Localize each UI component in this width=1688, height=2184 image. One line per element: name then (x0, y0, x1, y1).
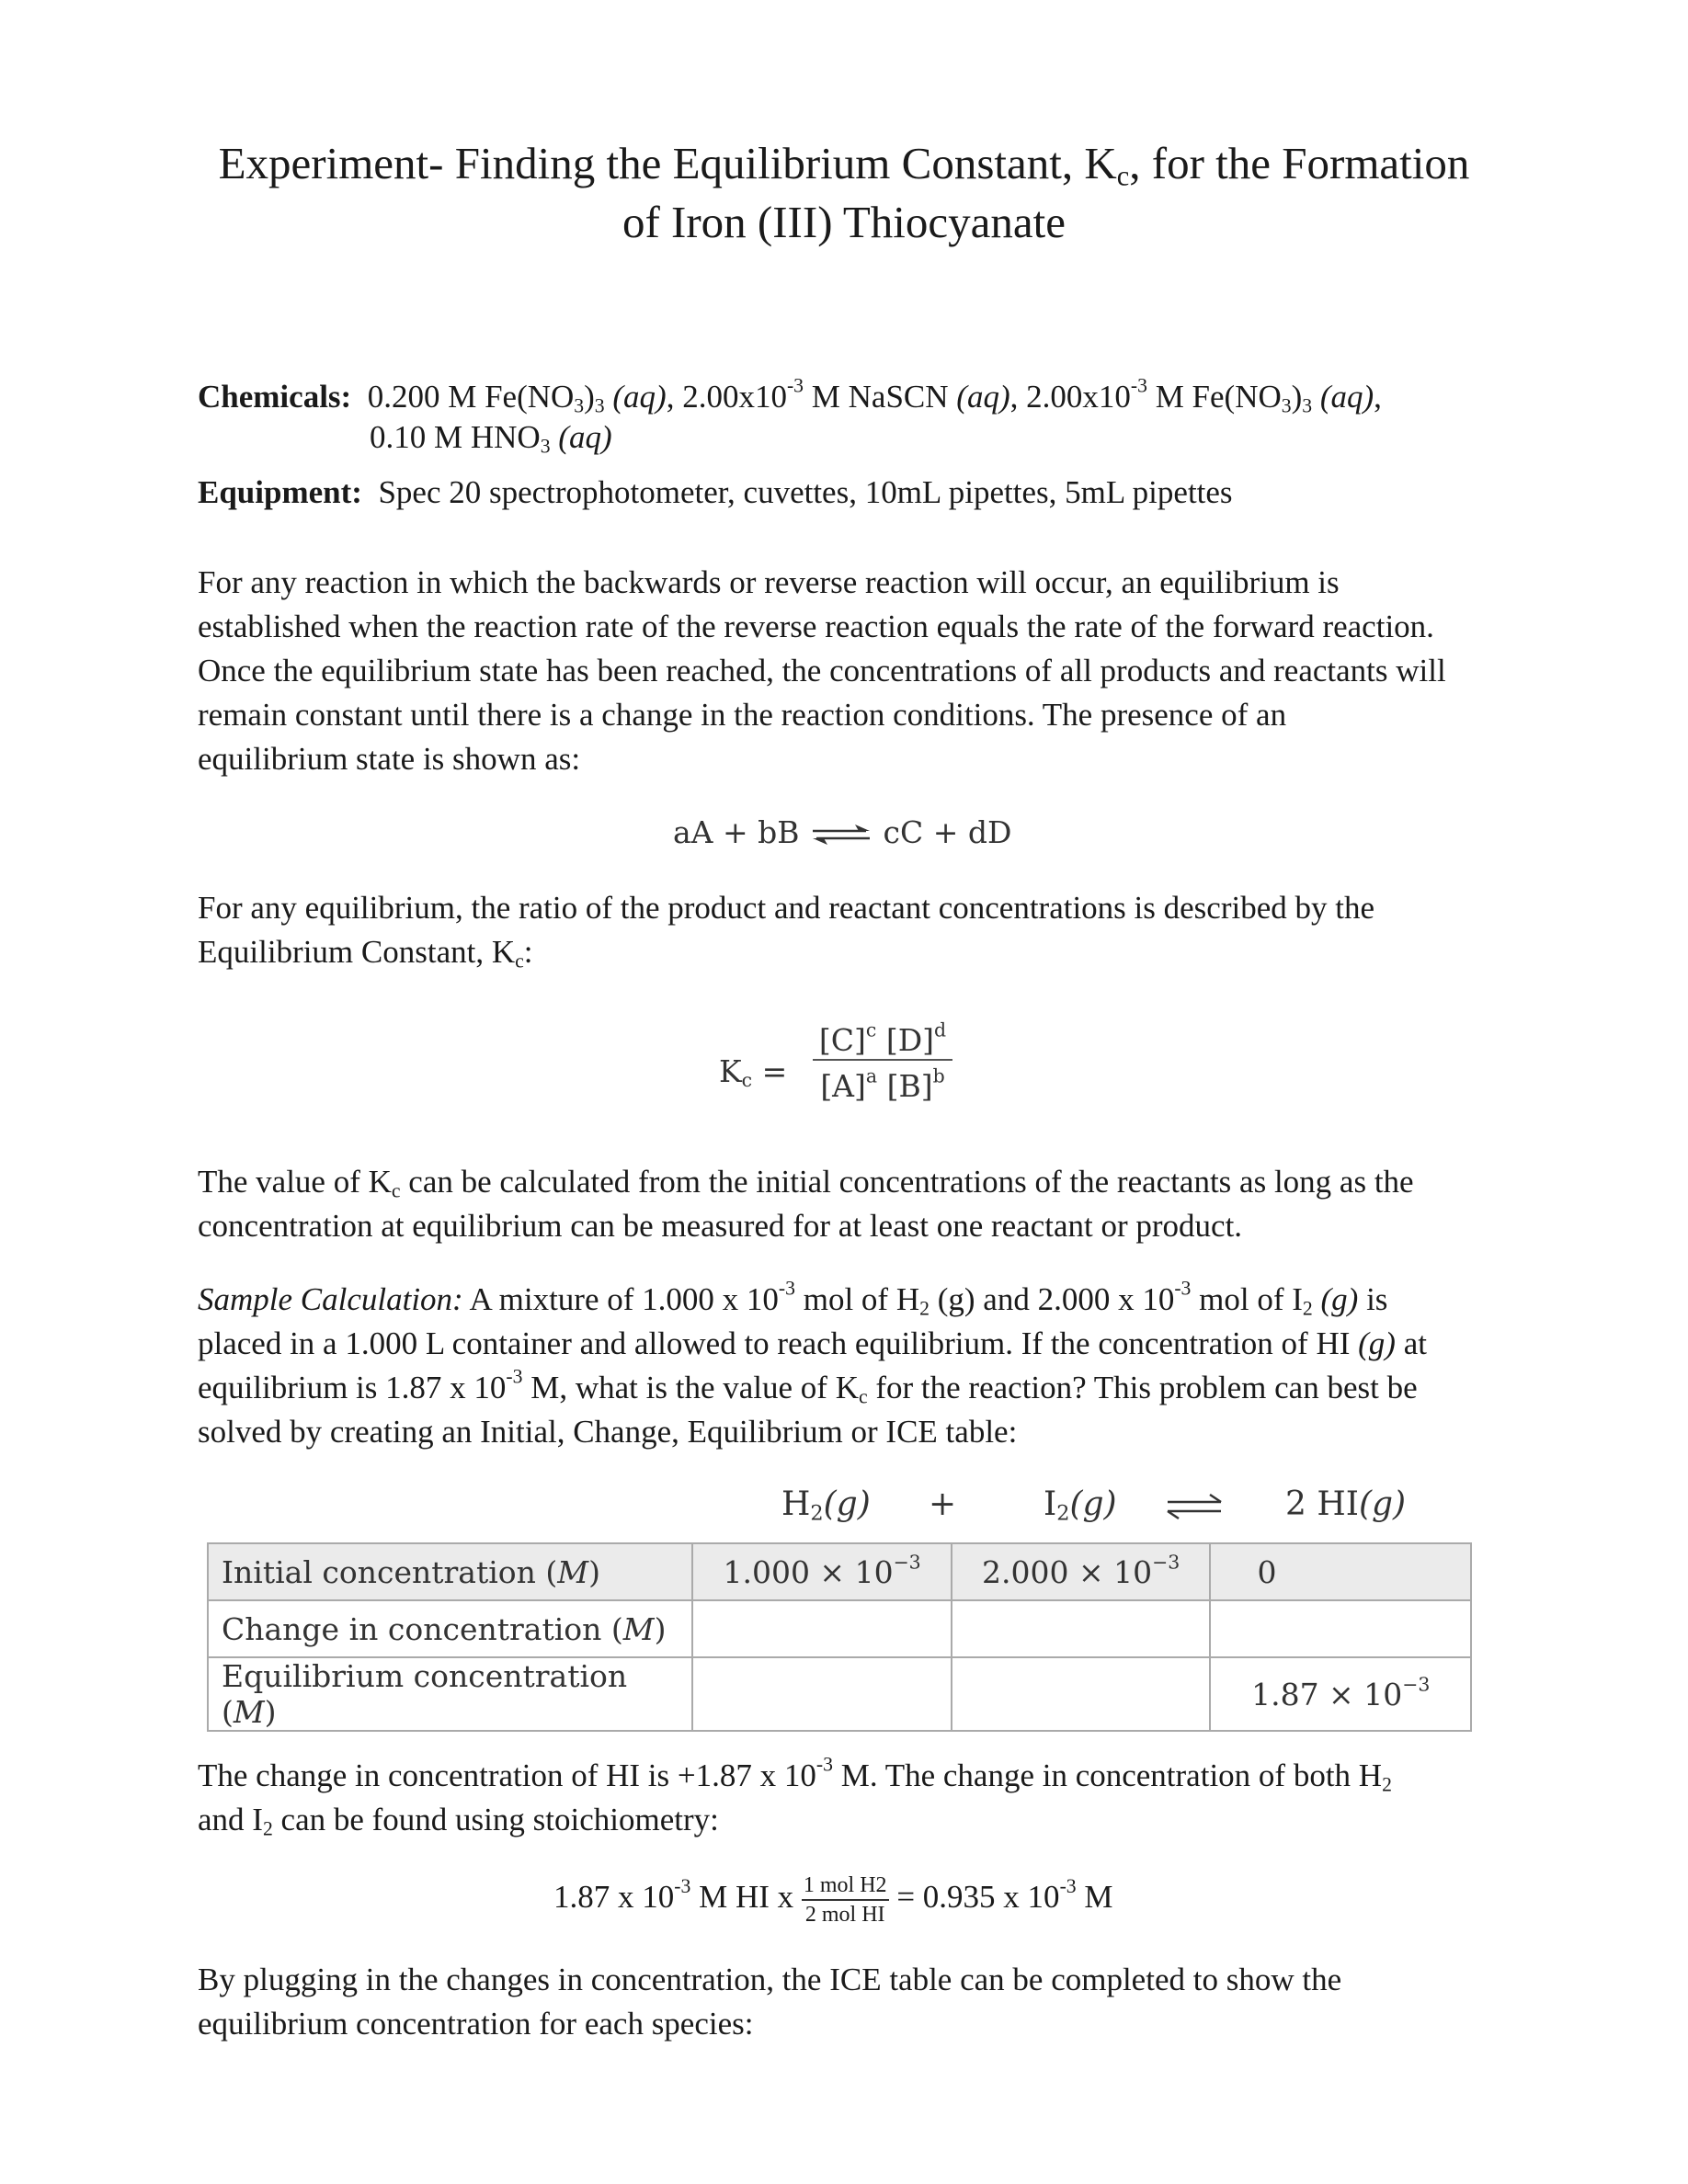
ice-header-i2: $I_2(g)$ (1044, 1485, 1117, 1526)
equipment-label: Equipment: (198, 474, 362, 510)
equilibrium-arrows-icon (809, 821, 873, 848)
general-equilibrium-equation: aA + bB cC + dD (673, 814, 1012, 850)
ice-cell-i2 (952, 1657, 1211, 1731)
ice-row-label: Change in concentration (M) (208, 1600, 692, 1657)
ice-cell-i2: $2.000 \times 10^{-3}$ (952, 1543, 1211, 1600)
page-title (0, 134, 1688, 252)
paragraph-kc-definition: For any equilibrium, the ratio of the product and reactant concentrations is described by the Equilibrium Constant, $K_c$: (198, 890, 1375, 973)
ice-header-h2: $H_2(g)$ (781, 1485, 871, 1526)
kc-denominator: $[A]^a$ $[B]^b$ (820, 1064, 945, 1104)
sample-calculation-label: Sample Calculation: (198, 1281, 463, 1317)
ice-cell-h2 (692, 1657, 952, 1731)
kc-formula-lhs: $K_c$ = (719, 1053, 788, 1092)
ice-cell-h2 (692, 1600, 952, 1657)
ice-cell-h2: $1.000 \times 10^{-3}$ (692, 1543, 952, 1600)
table-row (208, 1657, 1471, 1731)
paragraph-equilibrium-intro: For any reaction in which the backwards or reverse reaction will occur, an equilibrium is established when the reaction rate of the reverse reaction equals the rate of the forward reaction. Once the equilibrium state has been reached, the concentrations of all products and reactants will remain constant until there is a change in the reaction conditions. The presence of an equilibrium state is shown as: (198, 564, 1446, 777)
table-row (208, 1543, 1471, 1600)
sample-calculation: Sample Calculation: A mixture of 1.000 x $10^{-3}$ mol of $H_2$ (g) and 2.000 x $10^{-3}$ mol of $I_2$ (g) is placed in a 1.000 L container and allowed to reach equilibrium. If the concentration of HI (g) at equilibrium is 1.87 x $10^{-3}$ M, what is the value of $K_c$ for the reaction? This problem can best be solved by creating an Initial, Change, Equilibrium or ICE table: (198, 1277, 1427, 1450)
stoichiometry-calculation: 1.87 x $10^{-3}$ M HI x $\frac{\text{1 mol H2}}{\text{2 mol HI}}$ = 0.935 x $10^{-3}$ M (553, 1873, 1113, 1927)
title-line-1: Experiment- Finding the Equilibrium Constant, $K_c$, for the Formation (218, 138, 1470, 192)
ice-table (207, 1542, 1472, 1732)
ice-row-label: Equilibrium concentration (M) (208, 1657, 692, 1731)
ice-cell-hi: 0 (1210, 1543, 1471, 1600)
ice-header-plus: + (929, 1485, 957, 1523)
table-row (208, 1600, 1471, 1657)
stoich-fraction: $\frac{\text{1 mol H2}}{\text{2 mol HI}}$ (803, 1873, 887, 1927)
ice-cell-hi (1210, 1600, 1471, 1657)
chemicals-line-2: 0.10 M $HNO_3$ (aq) (370, 419, 612, 458)
chemicals-line-1: Chemicals: 0.200 M $Fe(NO_3)_3$ (aq), $2.00x10^{-3}$ M NaSCN (aq), $2.00x10^{-3}$ M $Fe(NO_3)_3$ (aq), (198, 374, 1382, 417)
ice-cell-hi: $1.87 \times 10^{-3}$ (1210, 1657, 1471, 1731)
kc-formula-fraction (813, 1017, 952, 1107)
ice-equilibrium-arrows-icon (1166, 1493, 1225, 1520)
ice-row-label: Initial concentration (M) (208, 1543, 692, 1600)
ice-cell-i2 (952, 1600, 1211, 1657)
kc-numerator: $[C]^c$ $[D]^d$ (813, 1017, 952, 1061)
paragraph-change-in-concentration: The change in concentration of HI is +1.87 x $10^{-3}$ M. The change in concentration of both $H_2$ and $I_2$ can be found using stoichiometry: (198, 1753, 1392, 1840)
chemicals-label: Chemicals: (198, 379, 352, 415)
ice-header-hi: 2 HI(g) (1285, 1485, 1407, 1523)
equipment-line: Equipment: Spec 20 spectrophotometer, cuvettes, 10mL pipettes, 5mL pipettes (198, 474, 1233, 510)
paragraph-kc-calculation: The value of $K_c$ can be calculated from the initial concentrations of the reactants as long as the concentration at equilibrium can be measured for at least one reactant or product. (198, 1164, 1414, 1244)
paragraph-complete-ice-table: By plugging in the changes in concentration, the ICE table can be completed to show the equilibrium concentration for each species: (198, 1962, 1342, 2042)
title-line-2: of Iron (III) Thiocyanate (622, 197, 1066, 247)
